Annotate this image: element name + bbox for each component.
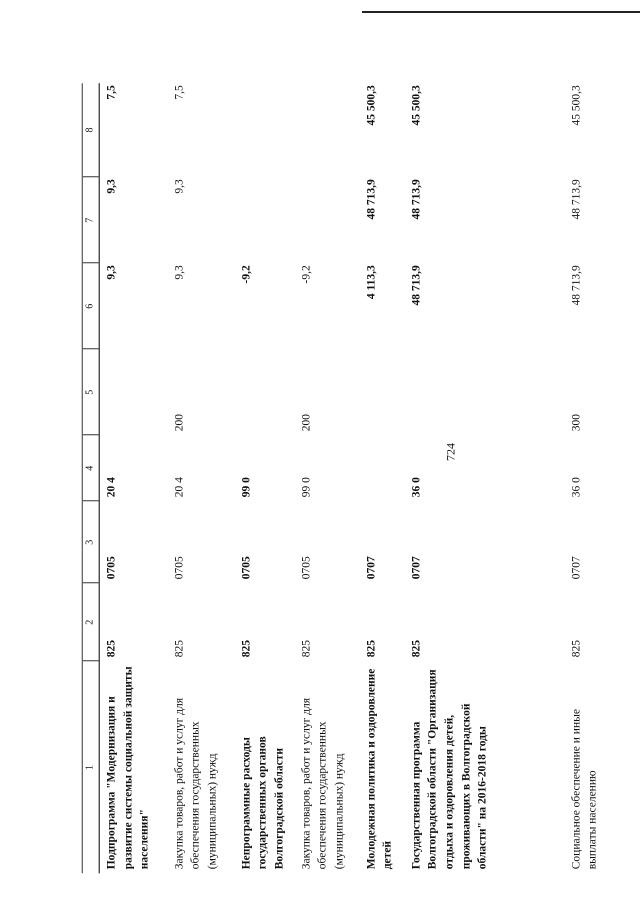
row-name: Закупка товаров, работ и услуг для обеспечения государственных (муниципальных) нужд xyxy=(173,697,219,870)
cell-section-code: 0707 xyxy=(410,556,423,580)
row-name: Непрограммные расходы государственных органов Волгоградской области xyxy=(240,736,286,870)
cell-section-code: 0705 xyxy=(240,556,253,580)
table-row xyxy=(404,83,564,873)
cell-ministry-code: 825 xyxy=(300,640,313,658)
cell-expense-type: 200 xyxy=(300,414,313,432)
cell-section-code: 0705 xyxy=(300,556,313,580)
table-row xyxy=(564,83,618,873)
table-row xyxy=(99,83,167,873)
column-header: 5 xyxy=(82,349,99,435)
cell-amount: 9,3 xyxy=(173,265,186,280)
cell-expense-type xyxy=(99,349,167,435)
cell-section-code: 0705 xyxy=(105,556,118,580)
cell-ministry-code: 825 xyxy=(240,640,253,658)
cell-section-code: 0707 xyxy=(570,556,583,580)
column-header: 6 xyxy=(82,263,99,349)
cell-amount: 9,3 xyxy=(105,265,118,280)
budget-table xyxy=(82,83,619,873)
cell-amount: 4 113,3 xyxy=(365,265,378,300)
column-header: 3 xyxy=(82,501,99,583)
cell-amount xyxy=(294,83,359,177)
scan-edge-line xyxy=(362,11,640,13)
cell-amount: 48 713,9 xyxy=(570,265,583,306)
cell-amount xyxy=(294,177,359,263)
cell-amount: 9,3 xyxy=(173,179,186,194)
cell-amount xyxy=(234,83,294,177)
cell-amount: 9,3 xyxy=(105,179,118,194)
rotated-table-frame xyxy=(85,80,615,870)
cell-amount: 48 713,9 xyxy=(365,179,378,220)
cell-amount: 48 713,9 xyxy=(570,179,583,220)
table-row xyxy=(359,83,404,873)
cell-amount: 7,5 xyxy=(173,85,186,100)
cell-ministry-code: 825 xyxy=(365,640,378,658)
cell-expense-type: 200 xyxy=(173,414,186,432)
cell-program-code: 99 0 xyxy=(300,477,313,498)
cell-amount: 45 500,3 xyxy=(570,85,583,126)
cell-section-code: 0707 xyxy=(365,556,378,580)
table-row xyxy=(167,83,234,873)
table-row xyxy=(234,83,294,873)
row-name: Молодежная политика и оздоровление детей xyxy=(365,668,394,870)
cell-expense-type: 300 xyxy=(570,414,583,432)
cell-program-code: 36 0 xyxy=(570,477,583,498)
cell-ministry-code: 825 xyxy=(105,640,118,658)
cell-expense-type xyxy=(404,349,564,435)
column-header: 4 xyxy=(82,435,99,501)
cell-amount: 45 500,3 xyxy=(410,85,423,126)
row-name: Государственная программа Волгоградской области "Организация отдыха и оздоровления детей, проживающих в Волгоградской области" на 2016-2018 годы xyxy=(410,669,489,870)
page-number: 724 xyxy=(443,443,458,461)
table-row xyxy=(294,83,359,873)
cell-amount: -9,2 xyxy=(300,265,313,284)
cell-amount: 7,5 xyxy=(105,85,118,100)
cell-ministry-code: 825 xyxy=(410,640,423,658)
cell-ministry-code: 825 xyxy=(173,640,186,658)
table-header-row xyxy=(82,83,99,873)
cell-program-code xyxy=(359,435,404,501)
row-name: Подпрограмма "Модернизация и развитие системы социальной защиты населения" xyxy=(105,666,152,870)
cell-expense-type xyxy=(359,349,404,435)
cell-ministry-code: 825 xyxy=(570,640,583,658)
column-header: 7 xyxy=(82,177,99,263)
column-header: 8 xyxy=(82,83,99,177)
cell-amount: 48 713,9 xyxy=(410,265,423,306)
cell-amount: -9,2 xyxy=(240,265,253,284)
cell-amount xyxy=(234,177,294,263)
cell-program-code: 20 4 xyxy=(105,477,118,498)
cell-amount: 48 713,9 xyxy=(410,179,423,220)
cell-expense-type xyxy=(234,349,294,435)
row-name: Закупка товаров, работ и услуг для обеспечения государственных (муниципальных) нужд xyxy=(300,697,346,870)
cell-amount: 45 500,3 xyxy=(365,85,378,126)
column-header: 2 xyxy=(82,583,99,661)
cell-program-code: 36 0 xyxy=(410,477,423,498)
row-name: Социальное обеспечение и иные выплаты населению xyxy=(570,709,599,870)
cell-program-code: 20 4 xyxy=(173,477,186,498)
cell-program-code: 99 0 xyxy=(240,477,253,498)
cell-section-code: 0705 xyxy=(173,556,186,580)
column-header: 1 xyxy=(82,661,99,873)
